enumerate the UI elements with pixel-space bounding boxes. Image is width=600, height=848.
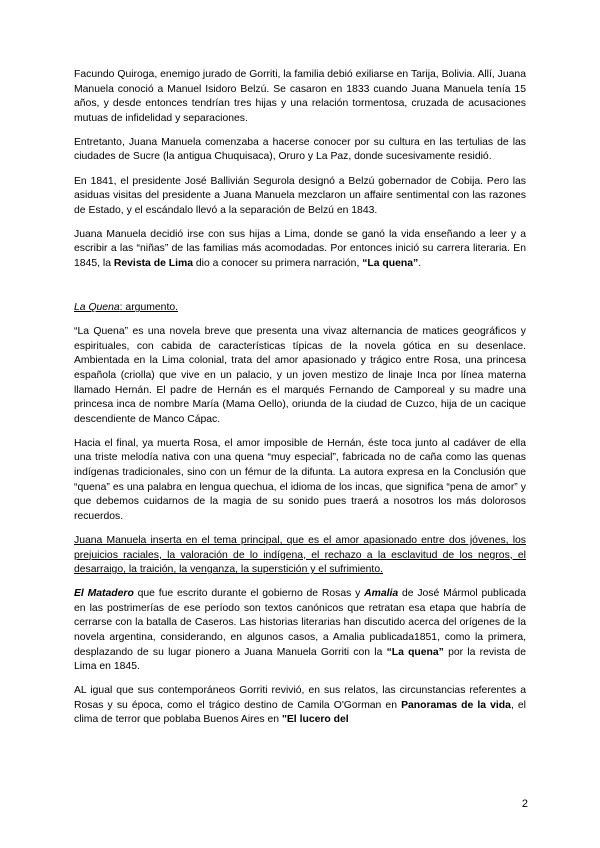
text-run: por la revista de Lima en 1845. — [74, 646, 526, 673]
la-quena-title: “La quena” — [362, 258, 419, 270]
paragraph-final: Hacia el final, ya muerta Rosa, el amor imposible de Hernán, éste toca junto al cadáver de ella una triste melodía nativa con una quena “muy especial”, fabricada no de caña como las quenas indígenas tradicionales, sino con un fémur de la difunta. La autora expresa en la Conclusión que “quena” es una palabra en lengua quechua, el idioma de los incas, que significa “pena de amor” y que debemos cuidarnos de la magia de su sonido pues traerá a nosotros los más dolorosos recuerdos. — [74, 437, 526, 522]
paragraph-tertulias: Entretanto, Juana Manuela comenzaba a hacerse conocer por su cultura en las tertulias de las ciudades de Sucre (la antigua Chuquisaca), Oruro y La Paz, donde sucesivamente residió. — [74, 136, 526, 163]
revista-de-lima: Revista de Lima — [113, 258, 193, 270]
text-run: dio a conocer su primera narración, — [193, 258, 363, 270]
amalia-title: Amalia — [364, 588, 399, 600]
paragraph-exile: Facundo Quiroga, enemigo jurado de Gorriti, la familia debió exiliarse en Tarija, Bolivia. Allí, Juana Manuela conoció a Manuel Isidoro Belzú. Se casaron en 1833 cuando Juana Manuela tenía 15 años, y desde entonces tendrían tres hijas y una relación tormentosa, cruzada de acusaciones mutuas de infidelidad y separaciones. — [74, 69, 526, 124]
la-quena-title: “La quena” — [386, 646, 444, 658]
text-run: , el clima de terror que poblaba Buenos Aires en — [74, 699, 526, 726]
heading-rest: : argumento. — [119, 302, 178, 314]
el-lucero-title: "El lucero del — [281, 714, 349, 726]
panoramas-title: Panoramas de la vida — [401, 699, 511, 711]
paragraph-argumento: “La Quena” es una novela breve que presenta una vivaz alternancia de matices geográficos y espirituales, con cabida de características típicas de la novela gótica en su desenlace. Ambientada en la Lima colonial, trata del amor apasionado y trágico entre Rosa, una princesa española (criolla) que vive en un palacio, y un joven mestizo de linaje Inca por línea materna llamado Hernán. El padre de Hernán es el marqués Fernando de Camporeal y su madre una princesa inca de nombre María (Mama Oello), oriunda de la ciudad de Cuzco, hija de un cacique descendiente de Manco Cápac. — [74, 326, 526, 425]
paragraph-contemporaneos — [74, 684, 526, 728]
heading-title: La Quena — [74, 302, 120, 314]
section-heading — [74, 301, 526, 316]
text-run: Juana Manuela decidió irse con sus hijas a Lima, donde se ganó la vida enseñando a leer y a escribir a las “niñas” de las familias más acomodadas. Por entonces inició su carrera literaria. En 1845, la — [74, 228, 526, 270]
paragraph-lima — [74, 228, 526, 272]
section-spacer — [74, 281, 526, 301]
page-number: 2 — [521, 798, 528, 810]
text-run: de José Mármol publicada en las postrimerías de ese período son textos canónicos que retratan esa etapa que habría de cerrarse con la batalla de Caseros. Las historias literarias han discutido acerca del orígenes de la novela argentina, considerando, en algunos casos, a Amalia publicada1851, como la primera, desplazando de su lugar pionero a Juana Manuela Gorriti con la — [74, 588, 526, 658]
paragraph-canon — [74, 587, 526, 675]
document-body — [74, 68, 526, 738]
text-run: que fue escrito durante el gobierno de Rosas y — [133, 588, 365, 600]
paragraph-temas: Juana Manuela inserta en el tema principal, que es el amor apasionado entre dos jóvenes, los prejuicios raciales, la valoración de lo indígena, el rechazo a la esclavitud de los negros, el desarraigo, la traición, la venganza, la superstición y el sufrimiento. — [74, 534, 526, 576]
paragraph-ballivian: En 1841, el presidente José Ballivián Segurola designó a Belzú gobernador de Cobija. Pero las asiduas visitas del presidente a Juana Manuela mezclaron un affaire sentimental con las razones de Estado, y el escándalo llevó a la separación de Belzú en 1843. — [74, 175, 526, 216]
el-matadero-title: El Matadero — [74, 588, 134, 600]
text-run: . — [418, 258, 422, 270]
text-run: AL igual que sus contemporáneos Gorriti revivió, en sus relatos, las circunstancias referentes a Rosas y su época, como el trágico destino de Camila O'Gorman en — [74, 685, 526, 711]
